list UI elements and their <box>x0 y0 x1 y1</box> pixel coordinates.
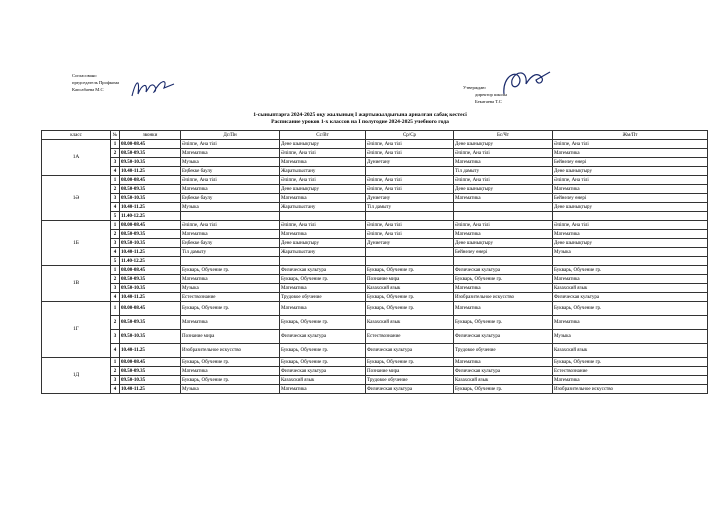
subject-cell: Казахский язык <box>366 316 454 330</box>
subject-cell: Дене шынықтыру <box>280 239 366 248</box>
subject-cell: Трудовое обучение <box>454 344 553 358</box>
lesson-number-cell: 4 <box>111 248 120 257</box>
subject-cell: Математика <box>454 230 553 239</box>
lesson-number-cell: 4 <box>111 385 120 394</box>
subject-cell: Тіл дамыту <box>454 167 553 176</box>
bell-time-cell: 08.00-08.45 <box>120 176 181 185</box>
subject-cell: Букварь, Обучение гр. <box>366 293 454 302</box>
lesson-number-cell: 3 <box>111 239 120 248</box>
subject-cell: Изобразительное искусство <box>181 344 280 358</box>
bell-time-cell: 08.50-09.35 <box>120 230 181 239</box>
bell-time-cell: 08.50-09.35 <box>120 316 181 330</box>
subject-cell: Музыка <box>553 248 708 257</box>
table-row <box>42 358 708 367</box>
subject-cell: Математика <box>454 158 553 167</box>
subject-cell: Математика <box>553 376 708 385</box>
subject-cell <box>366 212 454 221</box>
subject-cell: Әліппе, Ана тілі <box>366 185 454 194</box>
subject-cell <box>454 212 553 221</box>
subject-cell: Әліппе, Ана тілі <box>454 149 553 158</box>
lesson-number-cell: 1 <box>111 140 120 149</box>
subject-cell <box>553 257 708 266</box>
approval-left-line2: председатель Профкома <box>72 80 119 86</box>
subject-cell: Физическая культура <box>366 385 454 394</box>
lesson-number-cell: 3 <box>111 330 120 344</box>
subject-cell: Казахский язык <box>553 284 708 293</box>
subject-cell: Естествознание <box>553 367 708 376</box>
subject-cell: Букварь, Обучение гр. <box>366 302 454 316</box>
subject-cell <box>181 212 280 221</box>
table-row <box>42 221 708 230</box>
subject-cell: Букварь, Обучение гр. <box>181 302 280 316</box>
bell-time-cell: 08.50-09.35 <box>120 367 181 376</box>
subject-cell: Дене шынықтыру <box>454 140 553 149</box>
bell-time-cell: 10.40-11.25 <box>120 385 181 394</box>
subject-cell: Математика <box>181 149 280 158</box>
table-row <box>42 194 708 203</box>
subject-cell: Изобразительное искусство <box>454 293 553 302</box>
table-row <box>42 266 708 275</box>
subject-cell: Математика <box>181 230 280 239</box>
subject-cell: Әліппе, Ана тілі <box>366 221 454 230</box>
subject-cell: Математика <box>181 185 280 194</box>
lesson-number-cell: 4 <box>111 344 120 358</box>
subject-cell: Дене шынықтыру <box>553 203 708 212</box>
subject-cell: Математика <box>280 302 366 316</box>
subject-cell: Дене шынықтыру <box>280 140 366 149</box>
subject-cell: Физическая культура <box>454 367 553 376</box>
bell-time-cell: 08.00-08.45 <box>120 266 181 275</box>
subject-cell: Тіл дамыту <box>366 203 454 212</box>
bell-time-cell: 08.00-08.45 <box>120 358 181 367</box>
subject-cell: Математика <box>454 194 553 203</box>
class-name-cell: 1Ә <box>42 176 111 221</box>
subject-cell: Физическая культура <box>553 293 708 302</box>
subject-cell: Музыка <box>553 330 708 344</box>
column-header: Ср/Ср <box>366 131 454 140</box>
subject-cell: Тіл дамыту <box>181 248 280 257</box>
lesson-number-cell: 2 <box>111 316 120 330</box>
table-row <box>42 257 708 266</box>
subject-cell: Физическая культура <box>366 344 454 358</box>
subject-cell: Дүниетану <box>366 158 454 167</box>
lesson-number-cell: 1 <box>111 302 120 316</box>
signature-left-icon <box>128 76 180 102</box>
lesson-number-cell: 2 <box>111 149 120 158</box>
subject-cell: Букварь, Обучение гр. <box>454 275 553 284</box>
lesson-number-cell: 2 <box>111 230 120 239</box>
table-row <box>42 167 708 176</box>
table-row <box>42 316 708 330</box>
subject-cell: Математика <box>553 149 708 158</box>
subject-cell: Әліппе, Ана тілі <box>553 176 708 185</box>
subject-cell: Бейнелеу өнері <box>454 248 553 257</box>
subject-cell: Математика <box>553 185 708 194</box>
subject-cell: Букварь, Обучение гр. <box>280 344 366 358</box>
lesson-number-cell: 5 <box>111 212 120 221</box>
title-russian: Расписание уроков 1-х классов на I полугодие 2024-2025 учебного года <box>271 119 449 125</box>
table-row <box>42 302 708 316</box>
subject-cell: Физическая культура <box>280 367 366 376</box>
subject-cell: Изобразительное искусство <box>553 385 708 394</box>
subject-cell <box>366 257 454 266</box>
table-row <box>42 385 708 394</box>
subject-cell <box>280 257 366 266</box>
bell-time-cell: 09.50-10.35 <box>120 158 181 167</box>
subject-cell: Әліппе, Ана тілі <box>181 140 280 149</box>
lesson-number-cell: 5 <box>111 257 120 266</box>
column-header: Бс/Чт <box>454 131 553 140</box>
subject-cell: Дене шынықтыру <box>280 185 366 194</box>
subject-cell: Букварь, Обучение гр. <box>553 302 708 316</box>
subject-cell: Букварь, Обучение гр. <box>553 266 708 275</box>
subject-cell: Познание мира <box>366 367 454 376</box>
bell-time-cell: 10.40-11.25 <box>120 344 181 358</box>
bell-time-cell: 08.00-08.45 <box>120 140 181 149</box>
subject-cell: Математика <box>181 316 280 330</box>
subject-cell: Трудовое обучение <box>280 293 366 302</box>
subject-cell: Естествознание <box>181 293 280 302</box>
subject-cell: Казахский язык <box>454 376 553 385</box>
column-header: звонки <box>120 131 181 140</box>
table-row <box>42 158 708 167</box>
subject-cell: Букварь, Обучение гр. <box>181 358 280 367</box>
table-row <box>42 212 708 221</box>
bell-time-cell: 08.00-08.45 <box>120 221 181 230</box>
subject-cell: Әліппе, Ана тілі <box>366 230 454 239</box>
table-row <box>42 275 708 284</box>
table-row <box>42 230 708 239</box>
subject-cell: Естествознание <box>366 330 454 344</box>
subject-cell: Еңбекке баулу <box>181 194 280 203</box>
subject-cell: Букварь, Обучение гр. <box>366 266 454 275</box>
subject-cell: Математика <box>181 367 280 376</box>
lesson-number-cell: 2 <box>111 367 120 376</box>
table-row <box>42 376 708 385</box>
bell-time-cell: 09.50-10.35 <box>120 376 181 385</box>
bell-time-cell: 10.40-11.25 <box>120 167 181 176</box>
bell-time-cell: 11.40-12.25 <box>120 257 181 266</box>
subject-cell: Әліппе, Ана тілі <box>280 149 366 158</box>
subject-cell: Жаратылыстану <box>280 167 366 176</box>
subject-cell: Жаратылыстану <box>280 203 366 212</box>
subject-cell: Физическая культура <box>454 266 553 275</box>
table-row <box>42 284 708 293</box>
class-name-cell: 1Б <box>42 221 111 266</box>
column-header: класс <box>42 131 111 140</box>
subject-cell <box>181 257 280 266</box>
subject-cell: Математика <box>553 316 708 330</box>
subject-cell: Букварь, Обучение гр. <box>280 358 366 367</box>
bell-time-cell: 09.50-10.35 <box>120 194 181 203</box>
bell-time-cell: 10.40-11.25 <box>120 203 181 212</box>
subject-cell: Дене шынықтыру <box>553 167 708 176</box>
class-name-cell: 1А <box>42 140 111 176</box>
lesson-number-cell: 4 <box>111 203 120 212</box>
table-row <box>42 140 708 149</box>
bell-time-cell: 08.50-09.35 <box>120 185 181 194</box>
bell-time-cell: 10.40-11.25 <box>120 293 181 302</box>
subject-cell: Әліппе, Ана тілі <box>181 176 280 185</box>
table-row <box>42 248 708 257</box>
column-header: Дс/Пн <box>181 131 280 140</box>
lesson-number-cell: 1 <box>111 176 120 185</box>
approval-left <box>72 72 119 94</box>
subject-cell: Математика <box>280 284 366 293</box>
lesson-number-cell: 2 <box>111 275 120 284</box>
bell-time-cell: 09.50-10.35 <box>120 239 181 248</box>
subject-cell: Букварь, Обучение гр. <box>454 316 553 330</box>
bell-time-cell: 09.50-10.35 <box>120 284 181 293</box>
subject-cell: Әліппе, Ана тілі <box>454 221 553 230</box>
class-name-cell: 1В <box>42 266 111 302</box>
bell-time-cell: 10.40-11.25 <box>120 248 181 257</box>
subject-cell: Математика <box>280 230 366 239</box>
lesson-number-cell: 3 <box>111 158 120 167</box>
subject-cell: Математика <box>280 385 366 394</box>
subject-cell: Дене шынықтыру <box>454 239 553 248</box>
subject-cell: Бейнелеу өнері <box>553 158 708 167</box>
class-name-cell: 1Г <box>42 302 111 358</box>
lesson-number-cell: 4 <box>111 167 120 176</box>
subject-cell: Еңбекке баулу <box>181 167 280 176</box>
lesson-number-cell: 2 <box>111 185 120 194</box>
schedule-table <box>41 130 708 394</box>
subject-cell: Математика <box>454 302 553 316</box>
bell-time-cell: 08.50-09.35 <box>120 275 181 284</box>
subject-cell <box>454 257 553 266</box>
signature-right-icon <box>498 66 554 100</box>
subject-cell: Казахский язык <box>553 344 708 358</box>
lesson-number-cell: 3 <box>111 376 120 385</box>
subject-cell: Математика <box>280 194 366 203</box>
subject-cell: Трудовое обучение <box>366 376 454 385</box>
subject-cell: Физическая культура <box>454 330 553 344</box>
lesson-number-cell: 1 <box>111 221 120 230</box>
table-row <box>42 330 708 344</box>
subject-cell: Познание мира <box>366 275 454 284</box>
column-header: Сс/Вт <box>280 131 366 140</box>
lesson-number-cell: 1 <box>111 358 120 367</box>
subject-cell: Дене шынықтыру <box>553 239 708 248</box>
subject-cell: Букварь, Обучение гр. <box>553 358 708 367</box>
lesson-number-cell: 3 <box>111 284 120 293</box>
subject-cell: Музыка <box>181 385 280 394</box>
approval-left-line1: Согласовано <box>72 73 97 78</box>
subject-cell: Еңбекке баулу <box>181 239 280 248</box>
table-row <box>42 293 708 302</box>
table-row <box>42 203 708 212</box>
subject-cell: Математика <box>553 275 708 284</box>
lesson-number-cell: 1 <box>111 266 120 275</box>
subject-cell: Казахский язык <box>280 376 366 385</box>
subject-cell: Әліппе, Ана тілі <box>366 149 454 158</box>
subject-cell: Физическая культура <box>280 266 366 275</box>
subject-cell: Букварь, Обучение гр. <box>280 275 366 284</box>
subject-cell: Әліппе, Ана тілі <box>366 140 454 149</box>
subject-cell <box>454 203 553 212</box>
bell-time-cell: 08.00-08.45 <box>120 302 181 316</box>
title-kazakh: 1-сыныптарға 2024-2025 оқу жылының I жартыжылдығына арналған сабақ кестесі <box>253 112 467 118</box>
table-row <box>42 176 708 185</box>
subject-cell <box>280 212 366 221</box>
subject-cell: Математика <box>553 230 708 239</box>
subject-cell: Әліппе, Ана тілі <box>280 176 366 185</box>
subject-cell: Музыка <box>181 203 280 212</box>
subject-cell: Әліппе, Ана тілі <box>366 176 454 185</box>
subject-cell <box>553 212 708 221</box>
subject-cell: Букварь, Обучение гр. <box>181 376 280 385</box>
subject-cell: Букварь, Обучение гр. <box>280 316 366 330</box>
subject-cell: Әліппе, Ана тілі <box>454 176 553 185</box>
class-name-cell: 1Д <box>42 358 111 394</box>
lesson-number-cell: 3 <box>111 194 120 203</box>
subject-cell: Музыка <box>181 284 280 293</box>
header-row <box>42 131 708 140</box>
subject-cell: Әліппе, Ана тілі <box>553 221 708 230</box>
approval-right-line2: директор школы <box>475 92 508 98</box>
lesson-number-cell: 4 <box>111 293 120 302</box>
subject-cell: Дене шынықтыру <box>454 185 553 194</box>
subject-cell <box>366 248 454 257</box>
table-row <box>42 149 708 158</box>
subject-cell: Букварь, Обучение гр. <box>366 358 454 367</box>
subject-cell: Дүниетану <box>366 239 454 248</box>
subject-cell: Математика <box>280 158 366 167</box>
subject-cell: Дүниетану <box>366 194 454 203</box>
bell-time-cell: 11.40-12.25 <box>120 212 181 221</box>
subject-cell: Музыка <box>181 158 280 167</box>
subject-cell: Әліппе, Ана тілі <box>280 221 366 230</box>
bell-time-cell: 09.50-10.35 <box>120 330 181 344</box>
approval-right-line3: Бекатаева Т.С <box>475 99 502 105</box>
column-header: Жм/Пт <box>553 131 708 140</box>
bell-time-cell: 08.50-09.35 <box>120 149 181 158</box>
table-row <box>42 185 708 194</box>
table-row <box>42 239 708 248</box>
subject-cell: Жаратылыстану <box>280 248 366 257</box>
table-row <box>42 367 708 376</box>
approval-left-line3: Капсабаева М.С <box>72 87 104 93</box>
approval-right-line1: Утверждаю <box>463 85 486 90</box>
subject-cell: Математика <box>454 284 553 293</box>
table-row <box>42 344 708 358</box>
subject-cell: Букварь, Обучение гр. <box>181 266 280 275</box>
column-header: № <box>111 131 120 140</box>
subject-cell: Математика <box>181 275 280 284</box>
subject-cell: Физическая культура <box>280 330 366 344</box>
subject-cell: Познание мира <box>181 330 280 344</box>
subject-cell: Әліппе, Ана тілі <box>553 140 708 149</box>
subject-cell: Математика <box>454 358 553 367</box>
subject-cell: Казахский язык <box>366 284 454 293</box>
subject-cell: Бейнелеу өнері <box>553 194 708 203</box>
subject-cell <box>366 167 454 176</box>
subject-cell: Әліппе, Ана тілі <box>181 221 280 230</box>
subject-cell: Букварь, Обучение гр. <box>454 385 553 394</box>
